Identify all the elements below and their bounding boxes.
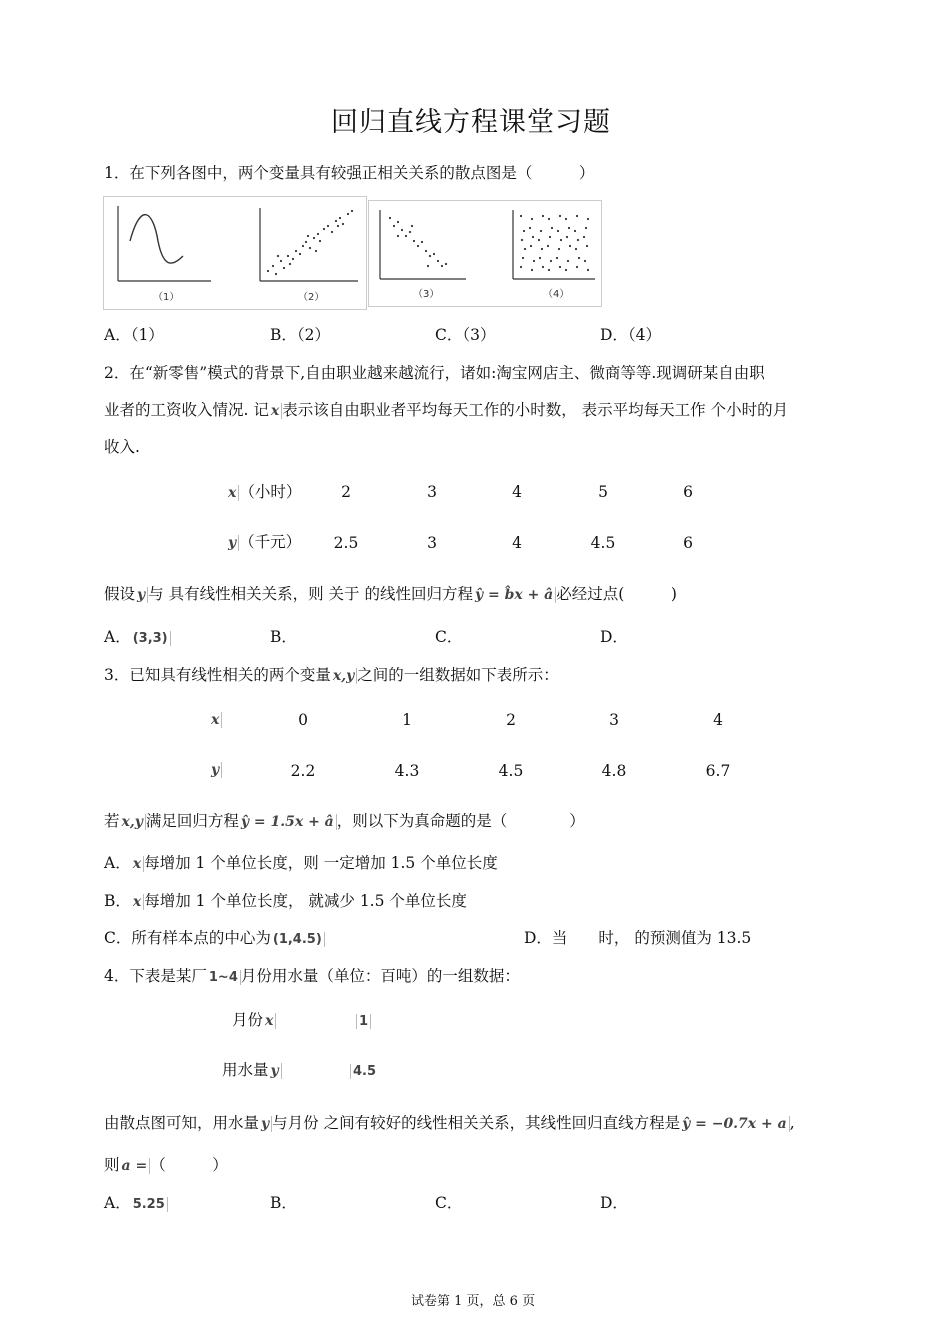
q3-option-c-text: C．所有样本点的中心为 — [104, 929, 271, 947]
scatter-dot — [548, 269, 550, 271]
plot-4-points — [520, 215, 589, 271]
scatter-dot — [327, 225, 329, 227]
scatter-dot — [393, 225, 395, 227]
scatter-dot — [522, 257, 524, 259]
plot-2-points — [267, 210, 353, 275]
scatter-dot — [542, 215, 544, 217]
q4-table-row-water — [222, 1060, 282, 1081]
q3-option-b-label: B． — [104, 892, 131, 910]
scatter-dot — [558, 248, 560, 250]
q2-table-row-x-label — [226, 482, 301, 503]
plot-3 — [380, 210, 466, 300]
scatter-dot — [541, 248, 543, 250]
scatter-dot — [575, 248, 577, 250]
q3-table-x-cell: 2 — [506, 711, 516, 729]
scatter-dot — [548, 218, 550, 220]
q1-option-d: D．（4） — [600, 326, 662, 344]
scatter-dot — [523, 230, 525, 232]
q3-option-b-text: 每增加 1 个单位长度， 就减少 1.5 个单位长度 — [144, 892, 467, 910]
scatter-dot — [331, 231, 333, 233]
q3-condition-part-a: 若 — [104, 812, 120, 830]
q4-row-month-label: 月份 — [232, 1011, 264, 1029]
scatter-dot — [315, 250, 317, 252]
q2-question-part-c: 必经过点( ) — [556, 585, 677, 603]
q3-table-y-cell: 6.7 — [705, 762, 731, 780]
q3-table-var-x: x — [209, 712, 222, 728]
q2-line-2-part-b: 表示该自由职业者平均每天工作的小时数， 表示平均每天工作 个小时的月 — [282, 401, 789, 419]
scatter-dot — [295, 250, 297, 252]
q2-table-unit-hours: （小时） — [239, 483, 302, 501]
scatter-dot — [530, 245, 532, 247]
scatter-dot — [267, 270, 269, 272]
q2-line-3: 收入. — [104, 438, 140, 456]
scatter-dot — [445, 263, 447, 265]
scatter-dot — [540, 230, 542, 232]
scatter-dot — [531, 269, 533, 271]
q2-table-y-cell: 2.5 — [333, 534, 359, 552]
q4-row-water-var: y — [269, 1063, 282, 1079]
q4-table-month-cell — [356, 1010, 371, 1032]
scatter-dot — [520, 266, 522, 268]
scatter-dot — [524, 248, 526, 250]
page-title: 回归直线方程课堂习题 — [331, 107, 611, 138]
scatter-dot — [565, 269, 567, 271]
q4-row-month-var: x — [263, 1013, 276, 1029]
q2-table-x-cell: 3 — [427, 483, 437, 501]
scatter-dot — [520, 215, 522, 217]
scatter-dot — [417, 245, 419, 247]
q1-scatter-figures — [103, 196, 603, 310]
plot-3-label: （3） — [413, 289, 440, 300]
scatter-dot — [566, 236, 568, 238]
q4-regression-equation: ŷ = −0.7x + a — [680, 1116, 790, 1132]
q3-option-d: D．当 时， 的预测值为 13.5 — [524, 929, 752, 947]
q4-then-part-b: （ ） — [150, 1156, 228, 1174]
q2-table-y-cell: 4 — [512, 534, 522, 552]
scatter-dot — [569, 245, 571, 247]
q3-table-x-cell: 0 — [298, 711, 308, 729]
scatter-dot — [576, 266, 578, 268]
q4-then — [104, 1155, 228, 1176]
q2-table-y-cell: 6 — [683, 534, 693, 552]
scatter-dot — [313, 237, 315, 239]
q2-question-part-b: 与 具有线性相关关系，则 关于 的线性回归方程 — [148, 585, 473, 603]
scatter-dot — [556, 257, 558, 259]
q3-table-x-cell: 4 — [713, 711, 723, 729]
scatter-dot — [576, 215, 578, 217]
scatter-dot — [307, 235, 309, 237]
q4-text-part-b: 与月份 之间有较好的线性相关关系，其线性回归直线方程是 — [272, 1114, 681, 1132]
q2-table-x-cell: 4 — [512, 483, 522, 501]
plot-4 — [513, 210, 595, 300]
q3-option-a — [104, 853, 498, 874]
q3-table-x-cell: 1 — [402, 711, 412, 729]
scatter-dot — [577, 239, 579, 241]
q2-question-part-a: 假设 — [104, 585, 136, 603]
q3-stem-part-a: 3．已知具有线性相关的两个变量 — [104, 666, 331, 684]
scatter-dot — [547, 245, 549, 247]
q2-option-d: D． — [600, 628, 628, 646]
scatter-dot — [437, 260, 439, 262]
scatter-dot — [389, 217, 391, 219]
q2-question-var-y: y — [135, 587, 148, 603]
scatter-dot — [319, 240, 321, 242]
q2-table-var-y: y — [226, 535, 239, 551]
q3-condition-vars: x,y — [120, 814, 146, 830]
scatter-dot — [529, 227, 531, 229]
q2-line-2-part-a: 业者的工资收入情况. 记 — [104, 401, 269, 419]
scatter-dot — [583, 236, 585, 238]
q4-option-a-value: 5.25 — [131, 1197, 168, 1212]
scatter-dot — [542, 266, 544, 268]
q3-table-row-y-label — [209, 759, 222, 780]
plot-1 — [118, 206, 211, 303]
scatter-dot — [421, 241, 423, 243]
q4-table-water-cell — [350, 1060, 378, 1082]
scatter-dot — [586, 245, 588, 247]
q1-figure-frame-left — [104, 197, 367, 310]
scatter-dot — [339, 217, 341, 219]
scatter-dot — [587, 269, 589, 271]
scatter-dot — [409, 231, 411, 233]
scatter-dot — [287, 255, 289, 257]
scatter-dot — [557, 230, 559, 232]
q3-option-b-var-x: x — [131, 894, 144, 910]
scatter-dot — [425, 250, 427, 252]
q2-var-x: x — [269, 403, 282, 419]
q2-table-row-y-label — [226, 532, 301, 553]
scatter-dot — [411, 225, 413, 227]
q4-option-a — [104, 1193, 168, 1215]
scatter-dot — [550, 260, 552, 262]
scatter-dot — [560, 239, 562, 241]
scatter-dot — [567, 260, 569, 262]
plot-1-curve — [130, 215, 183, 264]
scatter-dot — [585, 227, 587, 229]
scatter-dot — [549, 236, 551, 238]
plot-3-points — [389, 217, 447, 267]
scatter-dot — [565, 218, 567, 220]
q3-table-y-cell: 4.8 — [601, 762, 627, 780]
q2-option-a-value: (3,3) — [131, 631, 171, 646]
scatter-dot — [427, 265, 429, 267]
q3-table-y-cell: 2.2 — [290, 762, 316, 780]
q1-option-b: B．（2） — [270, 326, 331, 344]
scatter-dot — [433, 253, 435, 255]
q4-stem — [104, 966, 520, 988]
scatter-dot — [551, 227, 553, 229]
scatter-dot — [521, 239, 523, 241]
q4-row-water-label: 用水量 — [222, 1061, 269, 1079]
plot-2 — [260, 208, 358, 303]
q2-regression-equation: ŷ = b̂x + â — [473, 587, 556, 603]
plot-2-label: （2） — [298, 292, 325, 303]
q3-condition-part-b: 满足回归方程 — [145, 812, 239, 830]
q1-option-c: C．（3） — [435, 326, 496, 344]
q1-stem: 1．在下列各图中，两个变量具有较强正相关关系的散点图是（ ） — [104, 164, 595, 182]
scatter-dot — [309, 247, 311, 249]
scatter-dot — [538, 239, 540, 241]
q2-question — [104, 584, 677, 605]
q4-month-value: 1 — [356, 1014, 371, 1029]
q3-option-a-label: A． — [104, 854, 131, 872]
scatter-dot — [559, 215, 561, 217]
q2-table-y-cell: 3 — [427, 534, 437, 552]
q2-table-y-cell: 4.5 — [590, 534, 616, 552]
scatter-dot — [441, 265, 443, 267]
q4-then-part-a: 则 — [104, 1156, 120, 1174]
scatter-dot — [405, 235, 407, 237]
scatter-dot — [574, 230, 576, 232]
q2-option-c: C． — [435, 628, 463, 646]
q4-month-range: 1~4 — [207, 970, 241, 985]
q3-table-row-x-label — [209, 709, 222, 730]
scatter-dot — [397, 235, 399, 237]
q4-option-d: D． — [600, 1194, 628, 1212]
scatter-dot — [397, 221, 399, 223]
q3-condition — [104, 811, 585, 832]
scatter-dot — [280, 260, 282, 262]
scatter-dot — [342, 223, 344, 225]
scatter-dot — [559, 266, 561, 268]
scatter-dot — [277, 255, 279, 257]
q2-option-a — [104, 627, 171, 649]
scatter-dot — [347, 213, 349, 215]
scatter-dot — [539, 257, 541, 259]
q3-table-y-cell: 4.5 — [498, 762, 524, 780]
q4-stem-part-b: 月份用水量（单位：百吨）的一组数据： — [240, 967, 520, 985]
q4-table-row-month — [232, 1010, 276, 1031]
q2-table-x-cell: 2 — [341, 483, 351, 501]
scatter-dot — [578, 257, 580, 259]
q3-regression-equation: ŷ = 1.5x + â — [239, 814, 337, 830]
q4-stem-part-a: 4．下表是某厂 — [104, 967, 207, 985]
scatter-dot — [302, 245, 304, 247]
scatter-dot — [413, 240, 415, 242]
q2-option-a-label: A． — [104, 628, 131, 646]
q2-table-var-x: x — [226, 485, 239, 501]
scatter-dot — [272, 265, 274, 267]
q2-table-x-cell: 5 — [598, 483, 608, 501]
q3-option-c — [104, 928, 325, 950]
q4-option-a-label: A． — [104, 1194, 131, 1212]
q4-option-c: C． — [435, 1194, 463, 1212]
scatter-dot — [283, 267, 285, 269]
q4-text-part-c: , — [789, 1114, 795, 1132]
q3-option-a-text: 每增加 1 个单位长度，则 一定增加 1.5 个单位长度 — [144, 854, 498, 872]
q4-option-b: B． — [270, 1194, 297, 1212]
q3-table-var-y: y — [209, 762, 222, 778]
q4-water-value: 4.5 — [350, 1064, 378, 1079]
q3-table-y-cell: 4.3 — [394, 762, 420, 780]
q1-option-a: A．（1） — [104, 326, 164, 344]
q4-text — [104, 1113, 795, 1134]
scatter-dot — [305, 241, 307, 243]
scatter-dot — [584, 260, 586, 262]
scatter-dot — [532, 236, 534, 238]
q3-option-b — [104, 891, 467, 912]
page-footer: 试卷第 1 页，总 6 页 — [411, 1294, 536, 1309]
scatter-dot — [429, 255, 431, 257]
q3-vars: x,y — [331, 668, 357, 684]
scatter-dot — [292, 258, 294, 260]
scatter-dot — [323, 228, 325, 230]
plot-1-label: （1） — [153, 292, 180, 303]
q4-then-a-equals: a = — [120, 1158, 151, 1174]
q4-text-part-a: 由散点图可知，用水量 — [104, 1114, 260, 1132]
scatter-dot — [533, 260, 535, 262]
q2-line-2 — [104, 400, 788, 421]
scatter-dot — [275, 273, 277, 275]
q3-table-x-cell: 3 — [609, 711, 619, 729]
q2-table-unit-kyuan: （千元） — [239, 533, 302, 551]
q3-condition-part-c: ，则以下为真命题的是（ ） — [336, 812, 585, 830]
q3-stem — [104, 665, 559, 686]
q3-option-c-center: (1,4.5) — [271, 932, 325, 947]
scatter-dot — [335, 220, 337, 222]
q2-option-b: B． — [270, 628, 297, 646]
q3-stem-part-b: 之间的一组数据如下表所示： — [357, 666, 559, 684]
scatter-dot — [401, 229, 403, 231]
q2-table-x-cell: 6 — [683, 483, 693, 501]
scatter-dot — [531, 218, 533, 220]
scatter-dot — [587, 218, 589, 220]
q3-option-a-var-x: x — [131, 856, 144, 872]
scatter-dot — [289, 263, 291, 265]
q2-line-1: 2．在“新零售”模式的背景下,自由职业越来越流行，诸如:淘宝网店主、微商等等.现调研某自由职 — [104, 364, 765, 382]
plot-4-label: （4） — [543, 289, 570, 300]
scatter-dot — [568, 227, 570, 229]
scatter-dot — [317, 233, 319, 235]
scatter-dot — [337, 225, 339, 227]
scatter-dot — [299, 253, 301, 255]
q4-text-var-y: y — [259, 1116, 272, 1132]
scatter-dot — [351, 210, 353, 212]
